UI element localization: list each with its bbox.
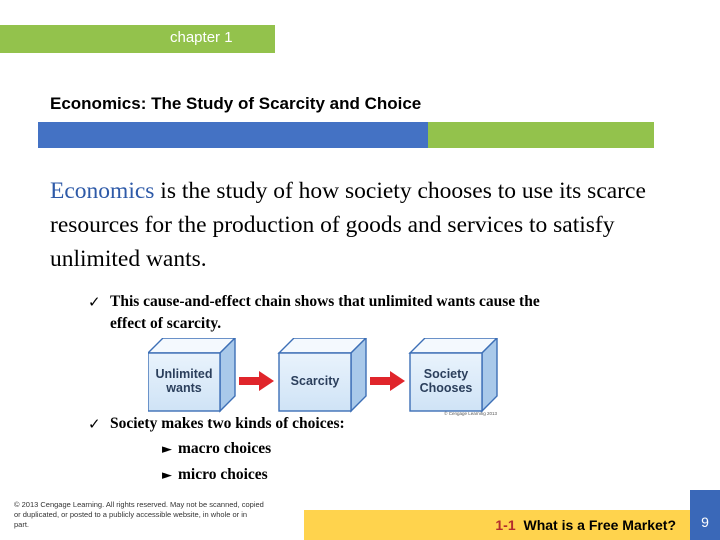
diagram-box-label: Society xyxy=(423,367,469,381)
diagram-box-unlimited-wants xyxy=(148,338,235,411)
slide-title: Economics: The Study of Scarcity and Choice xyxy=(50,94,422,113)
sub-bullet-macro xyxy=(162,440,271,458)
arrow-right-icon xyxy=(239,371,274,391)
diagram-box-scarcity xyxy=(279,338,366,411)
footer-bar xyxy=(304,510,690,540)
definition-term: Economics xyxy=(50,178,155,204)
bullet-two-choices xyxy=(88,413,540,435)
page-number-box xyxy=(690,490,720,540)
bullet-cause-effect xyxy=(88,291,540,335)
footer-section-title xyxy=(495,517,676,533)
sub-bullet-text: micro choices xyxy=(178,466,268,483)
chapter-tab xyxy=(0,25,275,53)
definition-text: is the study of how society chooses to use its scarce resources for the production of goods and services to satisfy unlimited wants. xyxy=(50,178,646,272)
diagram-box-label: Scarcity xyxy=(290,374,340,388)
checkmark-icon: ✓ xyxy=(88,293,101,311)
diagram-credit: © Cengage Learning 2013 xyxy=(444,411,497,416)
bullet-text: Society makes two kinds of choices: xyxy=(110,415,345,432)
diagram-box-label: Unlimited xyxy=(155,367,213,381)
footer-section-number: 1-1 xyxy=(495,517,516,533)
sub-bullet-micro xyxy=(162,466,268,484)
diagram-box-society-chooses xyxy=(410,338,497,411)
cause-effect-diagram xyxy=(148,338,498,416)
footer-title: What is a Free Market? xyxy=(523,517,676,533)
triangle-right-icon: ► xyxy=(162,468,172,483)
diagram-box-label: Chooses xyxy=(419,381,473,395)
sub-bullet-text: macro choices xyxy=(178,440,272,457)
title-underline-blue xyxy=(38,122,428,148)
chapter-label: chapter 1 xyxy=(170,29,233,46)
bullet-text: This cause-and-effect chain shows that unlimited wants cause the effect of scarcity. xyxy=(110,293,540,332)
page-number: 9 xyxy=(701,514,709,530)
checkmark-icon: ✓ xyxy=(88,415,101,433)
arrow-right-icon xyxy=(370,371,405,391)
triangle-right-icon: ► xyxy=(162,442,172,457)
title-underline-green xyxy=(428,122,654,148)
copyright-notice: © 2013 Cengage Learning. All rights reserved. May not be scanned, copied or duplicated, or posted to a publicly accessible website, in whole or in part. xyxy=(14,500,264,529)
definition-paragraph xyxy=(50,174,670,276)
diagram-box-label: wants xyxy=(166,381,202,395)
